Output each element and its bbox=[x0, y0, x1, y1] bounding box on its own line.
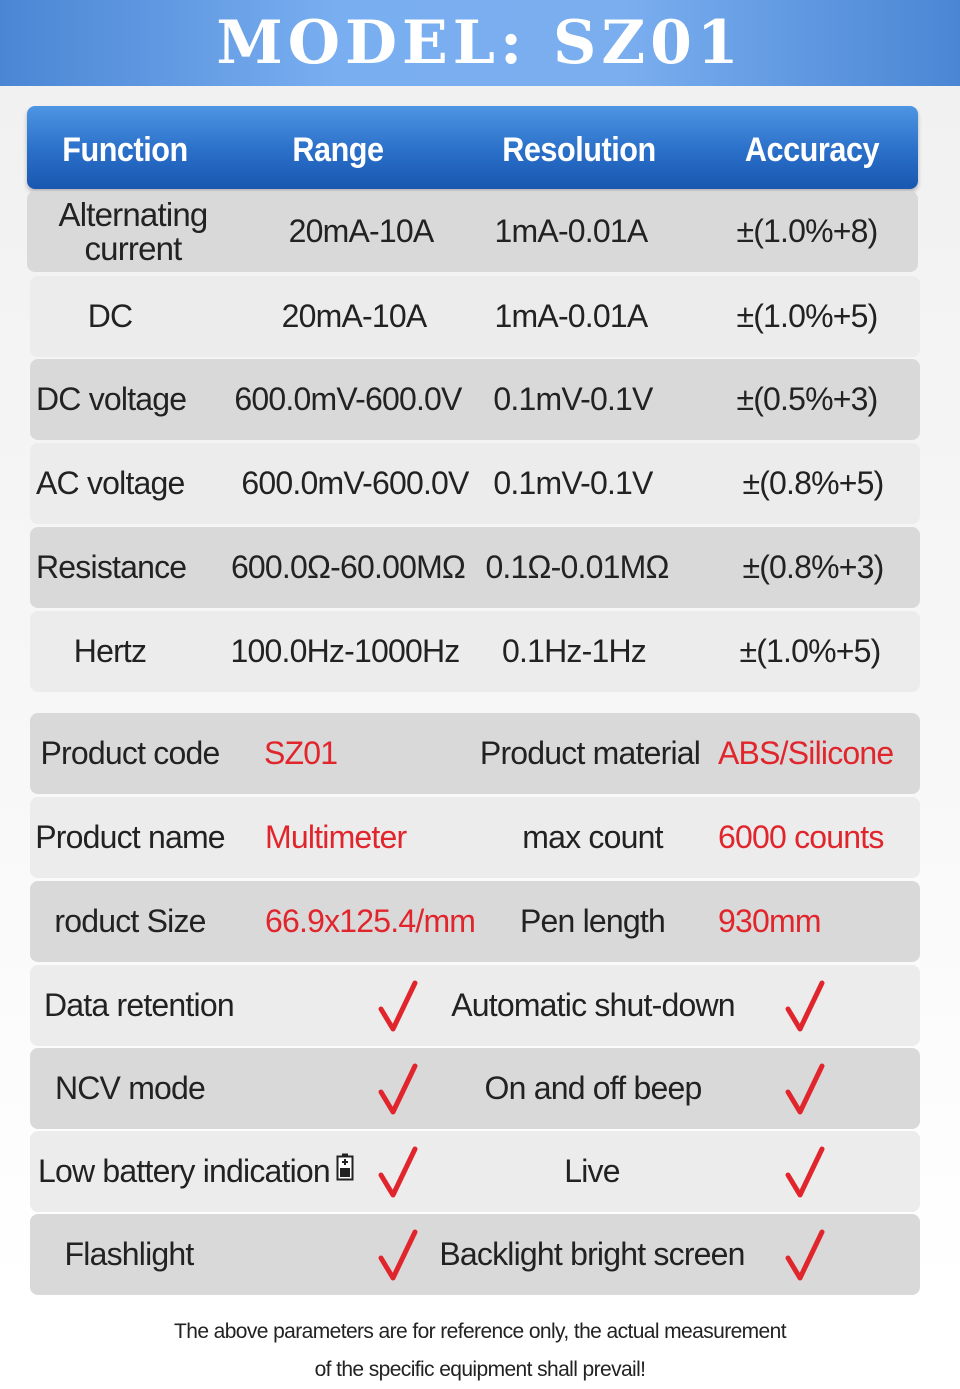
feature-row bbox=[30, 1214, 920, 1295]
check-mark-icon bbox=[785, 1145, 825, 1199]
spec-row bbox=[30, 611, 920, 692]
feature-label: Automatic shut-down bbox=[451, 987, 735, 1023]
feature-row bbox=[30, 1131, 920, 1212]
check-mark-icon bbox=[785, 979, 825, 1033]
spec-table-header bbox=[27, 106, 918, 189]
battery-icon bbox=[336, 1152, 354, 1180]
info-value: 6000 counts bbox=[718, 819, 884, 855]
check-mark-icon bbox=[378, 1062, 418, 1116]
feature-label: Live bbox=[564, 1153, 620, 1189]
spec-resolution: 1mA-0.01A bbox=[494, 213, 648, 249]
spec-range: 600.0mV-600.0V bbox=[241, 465, 469, 501]
spec-function: Hertz bbox=[73, 633, 147, 669]
title-banner bbox=[0, 0, 960, 86]
header-resolution: Resolution bbox=[502, 131, 656, 169]
check-mark-icon bbox=[378, 979, 418, 1033]
info-label: max count bbox=[522, 819, 663, 855]
spec-range: 20mA-10A bbox=[288, 213, 434, 249]
spec-accuracy: ±(0.8%+3) bbox=[742, 549, 884, 585]
spec-function: DC bbox=[87, 298, 133, 334]
feature-label: Low battery indication bbox=[38, 1153, 330, 1189]
check-mark-icon bbox=[378, 1145, 418, 1199]
check-mark-icon bbox=[378, 1228, 418, 1282]
feature-row bbox=[30, 1048, 920, 1129]
spec-resolution: 0.1mV-0.1V bbox=[493, 465, 653, 501]
info-value: SZ01 bbox=[264, 735, 338, 771]
model-title: MODEL: SZ01 bbox=[216, 8, 744, 78]
info-label: Product code bbox=[40, 735, 220, 771]
spec-accuracy: ±(1.0%+5) bbox=[736, 298, 878, 334]
check-mark-icon bbox=[785, 1062, 825, 1116]
spec-accuracy: ±(1.0%+5) bbox=[739, 633, 881, 669]
feature-label: NCV mode bbox=[54, 1070, 206, 1106]
spec-range: 20mA-10A bbox=[281, 298, 427, 334]
spec-row bbox=[30, 527, 920, 608]
header-accuracy: Accuracy bbox=[744, 131, 880, 169]
spec-row bbox=[30, 276, 920, 357]
spec-function: Resistance bbox=[36, 549, 187, 585]
feature-label: Backlight bright screen bbox=[439, 1236, 745, 1272]
spec-accuracy: ±(0.8%+5) bbox=[742, 465, 884, 501]
spec-resolution: 0.1Ω-0.01MΩ bbox=[485, 549, 669, 585]
feature-label-wrap bbox=[38, 1131, 344, 1212]
disclaimer-line-1: The above parameters are for reference only, the actual measurement bbox=[174, 1320, 786, 1343]
spec-function: DC voltage bbox=[36, 381, 187, 417]
spec-row bbox=[30, 359, 920, 440]
info-label: Product material bbox=[479, 735, 701, 771]
info-value: 930mm bbox=[718, 903, 821, 939]
product-info-row bbox=[30, 881, 920, 962]
info-label: Pen length bbox=[519, 903, 666, 939]
header-function: Function bbox=[62, 131, 188, 169]
disclaimer-line-2: of the specific equipment shall prevail! bbox=[314, 1358, 646, 1381]
feature-row bbox=[30, 965, 920, 1046]
check-mark-icon bbox=[785, 1228, 825, 1282]
spec-resolution: 1mA-0.01A bbox=[494, 298, 648, 334]
spec-range: 600.0mV-600.0V bbox=[234, 381, 462, 417]
info-value: Multimeter bbox=[265, 819, 407, 855]
spec-accuracy: ±(0.5%+3) bbox=[736, 381, 878, 417]
product-info-row bbox=[30, 797, 920, 878]
feature-label: On and off beep bbox=[484, 1070, 702, 1106]
info-value: 66.9x125.4/mm bbox=[265, 903, 476, 939]
info-label: roduct Size bbox=[54, 903, 206, 939]
spec-range: 600.0Ω-60.00MΩ bbox=[230, 549, 466, 585]
spec-range: 100.0Hz-1000Hz bbox=[230, 633, 460, 669]
feature-label: Data retention bbox=[44, 987, 234, 1023]
spec-function: AC voltage bbox=[36, 465, 185, 501]
spec-resolution: 0.1mV-0.1V bbox=[493, 381, 653, 417]
spec-accuracy: ±(1.0%+8) bbox=[736, 213, 878, 249]
info-value: ABS/Silicone bbox=[718, 735, 894, 771]
spec-function: Alternating current bbox=[58, 195, 208, 267]
spec-row bbox=[30, 443, 920, 524]
spec-resolution: 0.1Hz-1Hz bbox=[502, 633, 646, 669]
header-range: Range bbox=[292, 131, 384, 169]
product-info-row bbox=[30, 713, 920, 794]
info-label: Product name bbox=[35, 819, 225, 855]
spec-row bbox=[27, 191, 918, 272]
feature-label: Flashlight bbox=[64, 1236, 194, 1272]
